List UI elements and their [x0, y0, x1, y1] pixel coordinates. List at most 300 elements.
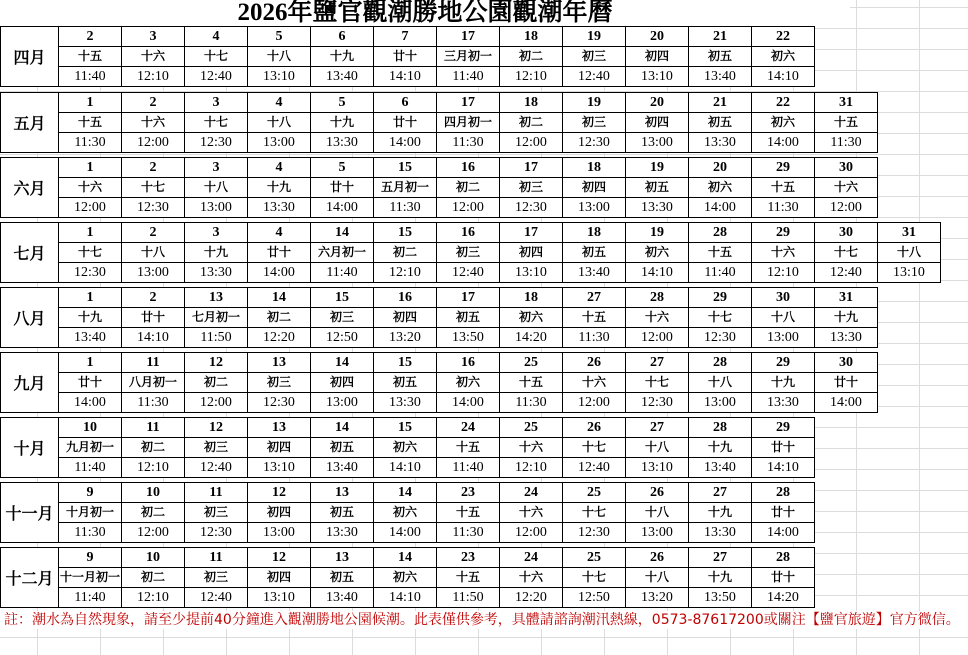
- day-number: 12: [248, 483, 310, 503]
- day-cell: [185, 27, 248, 86]
- lunar-date: 十八: [626, 503, 688, 523]
- day-cell: [689, 353, 752, 412]
- day-number: 14: [311, 353, 373, 373]
- day-cell: [689, 223, 752, 282]
- lunar-date: 六月初一: [311, 243, 373, 263]
- tide-time: 12:30: [704, 330, 736, 345]
- tide-time: 12:30: [641, 395, 673, 410]
- day-number: 19: [626, 158, 688, 178]
- day-cell: [122, 483, 185, 542]
- day-cell: [689, 27, 752, 86]
- lunar-date: 初二: [500, 113, 562, 133]
- tide-time: 12:30: [263, 395, 295, 410]
- tide-time: 12:00: [641, 330, 673, 345]
- day-cell: [437, 548, 500, 607]
- lunar-date: 初三: [311, 308, 373, 328]
- day-number: 15: [374, 418, 436, 438]
- day-cell: [815, 288, 878, 347]
- day-cell: [374, 223, 437, 282]
- tide-time: 13:40: [704, 69, 736, 84]
- day-cell: [437, 288, 500, 347]
- lunar-date: 十九: [689, 503, 751, 523]
- lunar-date: 十九: [689, 568, 751, 588]
- day-number: 14: [311, 418, 373, 438]
- month-block: [0, 547, 815, 608]
- lunar-date: 廿十: [815, 373, 877, 393]
- tide-time: 14:10: [641, 265, 673, 280]
- tide-time: 14:00: [767, 135, 799, 150]
- page-title: 2026年鹽官觀潮勝地公園觀潮年曆: [0, 0, 850, 26]
- lunar-date: 初五: [437, 308, 499, 328]
- tide-time: 13:30: [200, 265, 232, 280]
- tide-time: 14:00: [326, 200, 358, 215]
- tide-time: 12:30: [200, 525, 232, 540]
- day-cell: [311, 93, 374, 152]
- lunar-date: 十六: [815, 178, 877, 198]
- tide-time: 14:10: [767, 69, 799, 84]
- lunar-date: 初二: [122, 568, 184, 588]
- day-cell: [689, 548, 752, 607]
- lunar-date: 初二: [122, 503, 184, 523]
- day-number: 1: [59, 223, 121, 243]
- day-number: 5: [248, 27, 310, 47]
- day-cell: [374, 353, 437, 412]
- day-cell: [752, 223, 815, 282]
- tide-time: 14:00: [389, 525, 421, 540]
- tide-time: 11:40: [452, 69, 484, 84]
- day-cell: [689, 418, 752, 477]
- day-cell: [626, 27, 689, 86]
- day-number: 23: [437, 483, 499, 503]
- day-cell: [248, 483, 311, 542]
- day-cell: [59, 353, 122, 412]
- tide-time: 11:30: [767, 200, 799, 215]
- tide-time: 13:30: [641, 200, 673, 215]
- day-cell: [815, 353, 878, 412]
- tide-time: 12:40: [452, 265, 484, 280]
- day-number: 25: [563, 548, 625, 568]
- tide-time: 13:30: [263, 200, 295, 215]
- lunar-date: 十六: [500, 438, 562, 458]
- day-number: 28: [689, 353, 751, 373]
- tide-time: 13:30: [326, 135, 358, 150]
- lunar-date: 初六: [752, 47, 814, 67]
- lunar-date: 十八: [878, 243, 940, 263]
- lunar-date: 初六: [374, 568, 436, 588]
- day-cell: [500, 418, 563, 477]
- tide-time: 12:10: [767, 265, 799, 280]
- day-number: 4: [185, 27, 247, 47]
- day-cell: [563, 548, 626, 607]
- lunar-date: 十五: [59, 47, 121, 67]
- day-number: 18: [563, 223, 625, 243]
- tide-time: 12:00: [74, 200, 106, 215]
- lunar-date: 初三: [563, 47, 625, 67]
- day-number: 1: [59, 353, 121, 373]
- day-cell: [122, 27, 185, 86]
- tide-time: 14:20: [515, 330, 547, 345]
- day-number: 13: [248, 418, 310, 438]
- lunar-date: 初四: [374, 308, 436, 328]
- lunar-date: 初四: [563, 178, 625, 198]
- tide-time: 11:30: [74, 135, 106, 150]
- day-number: 17: [500, 158, 562, 178]
- day-cell: [752, 353, 815, 412]
- day-number: 22: [752, 93, 814, 113]
- day-number: 31: [815, 93, 877, 113]
- month-block: [0, 417, 815, 478]
- lunar-date: 十八: [626, 438, 688, 458]
- day-number: 2: [122, 288, 184, 308]
- day-cell: [59, 27, 122, 86]
- day-number: 13: [311, 483, 373, 503]
- tide-time: 14:00: [74, 395, 106, 410]
- day-cell: [626, 223, 689, 282]
- lunar-date: 初六: [752, 113, 814, 133]
- day-number: 20: [689, 158, 751, 178]
- day-cell: [437, 353, 500, 412]
- tide-time: 11:30: [830, 135, 862, 150]
- day-cell: [185, 223, 248, 282]
- day-cell: [374, 418, 437, 477]
- day-cell: [185, 418, 248, 477]
- day-cell: [752, 418, 815, 477]
- day-cell: [248, 158, 311, 217]
- day-number: 27: [626, 353, 688, 373]
- lunar-date: 十月初一: [59, 503, 121, 523]
- lunar-date: 初四: [311, 373, 373, 393]
- day-cell: [185, 93, 248, 152]
- lunar-date: 初三: [185, 503, 247, 523]
- day-cell: [374, 288, 437, 347]
- day-cell: [248, 418, 311, 477]
- tide-time: 13:10: [263, 69, 295, 84]
- day-cell: [374, 548, 437, 607]
- day-number: 24: [437, 418, 499, 438]
- lunar-date: 初六: [500, 308, 562, 328]
- tide-time: 12:20: [515, 590, 547, 605]
- lunar-date: 十八: [248, 113, 310, 133]
- lunar-date: 廿十: [752, 568, 814, 588]
- tide-time: 12:30: [515, 200, 547, 215]
- day-number: 10: [59, 418, 121, 438]
- lunar-date: 十八: [122, 243, 184, 263]
- tide-time: 14:00: [389, 135, 421, 150]
- tide-time: 11:40: [74, 69, 106, 84]
- day-cell: [59, 418, 122, 477]
- lunar-date: 十七: [185, 113, 247, 133]
- lunar-date: 十五: [563, 308, 625, 328]
- day-cell: [248, 548, 311, 607]
- day-number: 15: [311, 288, 373, 308]
- tide-time: 12:30: [200, 135, 232, 150]
- tide-time: 14:00: [704, 200, 736, 215]
- lunar-date: 十五: [437, 503, 499, 523]
- tide-time: 13:40: [326, 69, 358, 84]
- day-cell: [626, 483, 689, 542]
- day-cell: [689, 158, 752, 217]
- day-cell: [563, 288, 626, 347]
- lunar-date: 初四: [248, 503, 310, 523]
- day-cell: [500, 27, 563, 86]
- lunar-date: 初六: [689, 178, 751, 198]
- day-number: 20: [626, 93, 688, 113]
- tide-time: 14:10: [767, 460, 799, 475]
- tide-time: 14:00: [452, 395, 484, 410]
- tide-time: 13:10: [263, 590, 295, 605]
- day-number: 29: [752, 418, 814, 438]
- tide-time: 11:30: [452, 135, 484, 150]
- month-label: 十二月: [1, 548, 59, 607]
- day-number: 1: [59, 93, 121, 113]
- lunar-date: 十七: [563, 568, 625, 588]
- day-number: 28: [752, 548, 814, 568]
- day-number: 14: [248, 288, 310, 308]
- day-number: 3: [122, 27, 184, 47]
- tide-time: 12:40: [200, 590, 232, 605]
- tide-time: 12:40: [200, 460, 232, 475]
- day-number: 27: [563, 288, 625, 308]
- tide-time: 11:30: [74, 525, 106, 540]
- day-number: 14: [374, 548, 436, 568]
- lunar-date: 三月初一: [437, 47, 499, 67]
- tide-time: 12:00: [200, 395, 232, 410]
- day-cell: [878, 223, 941, 282]
- lunar-date: 初三: [563, 113, 625, 133]
- lunar-date: 十五: [500, 373, 562, 393]
- tide-time: 12:00: [137, 135, 169, 150]
- day-number: 7: [374, 27, 436, 47]
- tide-time: 11:30: [389, 200, 421, 215]
- day-cell: [311, 353, 374, 412]
- day-number: 15: [374, 223, 436, 243]
- day-number: 11: [122, 418, 184, 438]
- day-number: 31: [815, 288, 877, 308]
- day-cell: [752, 93, 815, 152]
- tide-time: 11:30: [515, 395, 547, 410]
- day-number: 11: [122, 353, 184, 373]
- day-cell: [437, 93, 500, 152]
- day-number: 6: [374, 93, 436, 113]
- lunar-date: 初五: [311, 503, 373, 523]
- day-cell: [122, 223, 185, 282]
- lunar-date: 十七: [815, 243, 877, 263]
- tide-time: 13:10: [263, 460, 295, 475]
- day-cell: [248, 27, 311, 86]
- day-number: 26: [563, 353, 625, 373]
- day-cell: [626, 288, 689, 347]
- lunar-date: 廿十: [59, 373, 121, 393]
- footnote: 註：潮水為自然現象，請至少提前40分鐘進入觀潮勝地公園候潮。此表僅供參考，具體請諮詢潮汛熱線，0573-87617200或關注【鹽官旅遊】官方微信。: [0, 611, 968, 629]
- day-number: 18: [500, 93, 562, 113]
- lunar-date: 十七: [185, 47, 247, 67]
- tide-time: 13:00: [326, 395, 358, 410]
- day-number: 9: [59, 483, 121, 503]
- lunar-date: 十九: [59, 308, 121, 328]
- lunar-date: 十七: [626, 373, 688, 393]
- month-label: 十月: [1, 418, 59, 477]
- day-cell: [500, 223, 563, 282]
- tide-time: 11:30: [452, 525, 484, 540]
- tide-time: 13:20: [389, 330, 421, 345]
- day-number: 21: [689, 27, 751, 47]
- day-number: 17: [437, 93, 499, 113]
- tide-time: 11:50: [452, 590, 484, 605]
- day-number: 12: [248, 548, 310, 568]
- day-number: 18: [500, 27, 562, 47]
- day-cell: [500, 483, 563, 542]
- lunar-date: 初四: [626, 47, 688, 67]
- day-number: 16: [437, 223, 499, 243]
- lunar-date: 初四: [248, 438, 310, 458]
- lunar-date: 十八: [248, 47, 310, 67]
- tide-time: 12:10: [515, 69, 547, 84]
- day-number: 28: [626, 288, 688, 308]
- day-number: 9: [59, 548, 121, 568]
- day-number: 14: [374, 483, 436, 503]
- lunar-date: 十九: [752, 373, 814, 393]
- lunar-date: 十七: [563, 438, 625, 458]
- lunar-date: 十八: [185, 178, 247, 198]
- day-number: 1: [59, 288, 121, 308]
- tide-time: 14:10: [389, 590, 421, 605]
- day-cell: [437, 223, 500, 282]
- day-number: 2: [59, 27, 121, 47]
- day-cell: [500, 548, 563, 607]
- day-cell: [122, 353, 185, 412]
- tide-time: 13:00: [263, 525, 295, 540]
- tide-time: 13:00: [641, 525, 673, 540]
- lunar-date: 初二: [122, 438, 184, 458]
- day-cell: [311, 288, 374, 347]
- day-cell: [563, 158, 626, 217]
- day-cell: [59, 548, 122, 607]
- tide-time: 12:00: [137, 525, 169, 540]
- tide-time: 12:00: [515, 135, 547, 150]
- day-number: 26: [626, 483, 688, 503]
- lunar-date: 八月初一: [122, 373, 184, 393]
- day-number: 19: [626, 223, 688, 243]
- day-cell: [626, 158, 689, 217]
- tide-time: 12:10: [389, 265, 421, 280]
- day-cell: [185, 353, 248, 412]
- day-number: 24: [500, 548, 562, 568]
- tide-time: 14:00: [767, 525, 799, 540]
- lunar-date: 九月初一: [59, 438, 121, 458]
- lunar-date: 初二: [248, 308, 310, 328]
- day-cell: [626, 353, 689, 412]
- tide-time: 12:10: [137, 590, 169, 605]
- lunar-date: 廿十: [248, 243, 310, 263]
- day-number: 11: [185, 483, 247, 503]
- tide-time: 11:40: [326, 265, 358, 280]
- lunar-date: 十八: [626, 568, 688, 588]
- tide-time: 11:30: [578, 330, 610, 345]
- day-cell: [500, 353, 563, 412]
- tide-time: 12:30: [578, 135, 610, 150]
- tide-time: 13:00: [200, 200, 232, 215]
- day-number: 30: [815, 223, 877, 243]
- day-cell: [185, 158, 248, 217]
- day-cell: [437, 158, 500, 217]
- lunar-date: 初六: [626, 243, 688, 263]
- tide-time: 13:10: [641, 69, 673, 84]
- lunar-date: 初六: [374, 438, 436, 458]
- lunar-date: 初六: [374, 503, 436, 523]
- day-number: 11: [185, 548, 247, 568]
- day-cell: [59, 288, 122, 347]
- day-cell: [311, 418, 374, 477]
- lunar-date: 初四: [626, 113, 688, 133]
- lunar-date: 十九: [185, 243, 247, 263]
- month-block: [0, 287, 878, 348]
- lunar-date: 初六: [437, 373, 499, 393]
- month-label: 六月: [1, 158, 59, 217]
- tide-time: 13:30: [830, 330, 862, 345]
- lunar-date: 十六: [626, 308, 688, 328]
- day-cell: [248, 288, 311, 347]
- day-number: 16: [374, 288, 436, 308]
- day-cell: [59, 93, 122, 152]
- day-number: 30: [815, 158, 877, 178]
- day-number: 10: [122, 483, 184, 503]
- lunar-date: 十七: [689, 308, 751, 328]
- day-number: 31: [878, 223, 940, 243]
- lunar-date: 十一月初一: [59, 568, 121, 588]
- month-block: [0, 482, 815, 543]
- lunar-date: 十七: [59, 243, 121, 263]
- tide-time: 13:20: [641, 590, 673, 605]
- lunar-date: 十五: [59, 113, 121, 133]
- day-number: 17: [437, 288, 499, 308]
- lunar-date: 初三: [500, 178, 562, 198]
- lunar-date: 初三: [437, 243, 499, 263]
- day-cell: [248, 223, 311, 282]
- day-cell: [563, 418, 626, 477]
- day-number: 1: [59, 158, 121, 178]
- lunar-date: 初三: [185, 438, 247, 458]
- month-label: 八月: [1, 288, 59, 347]
- lunar-date: 十六: [59, 178, 121, 198]
- day-number: 19: [563, 27, 625, 47]
- lunar-date: 初五: [689, 47, 751, 67]
- tide-time: 11:40: [704, 265, 736, 280]
- day-number: 24: [500, 483, 562, 503]
- day-cell: [311, 483, 374, 542]
- day-number: 4: [248, 158, 310, 178]
- tide-time: 13:10: [641, 460, 673, 475]
- day-number: 29: [752, 353, 814, 373]
- tide-time: 13:30: [389, 395, 421, 410]
- day-cell: [563, 483, 626, 542]
- day-number: 3: [185, 158, 247, 178]
- day-number: 20: [626, 27, 688, 47]
- lunar-date: 初五: [374, 373, 436, 393]
- lunar-date: 十七: [563, 503, 625, 523]
- day-cell: [815, 93, 878, 152]
- tide-time: 13:30: [704, 135, 736, 150]
- day-number: 2: [122, 158, 184, 178]
- day-number: 27: [689, 483, 751, 503]
- day-number: 2: [122, 223, 184, 243]
- lunar-date: 初二: [437, 178, 499, 198]
- lunar-date: 十五: [752, 178, 814, 198]
- day-number: 25: [500, 353, 562, 373]
- lunar-date: 四月初一: [437, 113, 499, 133]
- lunar-date: 廿十: [752, 503, 814, 523]
- lunar-date: 十六: [563, 373, 625, 393]
- tide-time: 13:50: [704, 590, 736, 605]
